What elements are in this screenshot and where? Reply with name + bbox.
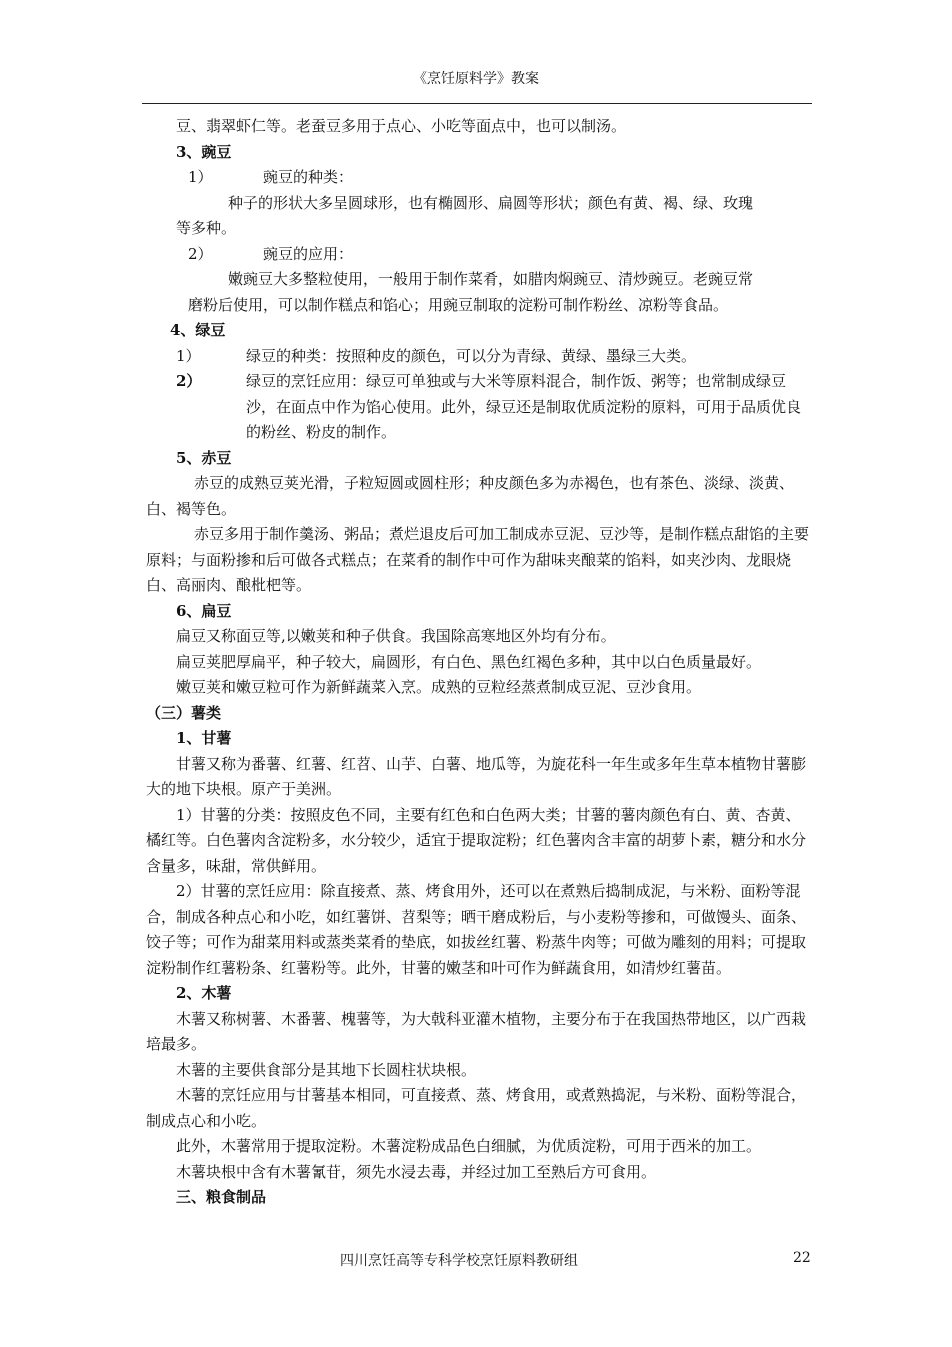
list-item (146, 369, 812, 446)
list-item (146, 242, 812, 268)
section-heading-sweet-potato: 1、甘薯 (176, 729, 232, 747)
list-item (146, 165, 812, 191)
paragraph: 2）甘薯的烹饪应用：除直接煮、蒸、烤食用外，还可以在煮熟后捣制成泥，与米粉、面粉等混合，制成各种点心和小吃，如红薯饼、苕梨等；晒干磨成粉后，与小麦粉等掺和，可做馒头、面条、饺子等；可作为甜菜用料或蒸类菜肴的垫底，如拔丝红薯、粉蒸牛肉等；可做为雕刻的用料；可提取淀粉制作红薯粉条、红薯粉等。此外，甘薯的嫩茎和叶可作为鲜蔬食用，如清炒红薯苗。 (146, 882, 807, 977)
footer-text: 四川烹饪高等专科学校烹饪原料教研组 (340, 1253, 578, 1269)
paragraph: 等多种。 (176, 219, 237, 237)
section-heading-tubers: （三）薯类 (146, 703, 222, 722)
paragraph: 扁豆荚肥厚扁平，种子较大，扁圆形，有白色、黑色红褐色多种，其中以白色质量最好。 (176, 652, 762, 671)
section-heading-mung-bean: 4、绿豆 (170, 321, 226, 339)
list-number: 2） (176, 372, 202, 390)
paragraph: 木薯又称树薯、木番薯、槐薯等，为大戟科亚灌木植物，主要分布于在我国热带地区，以广西栽培最多。 (146, 1009, 807, 1053)
list-text: 豌豆的应用： (263, 244, 354, 263)
page-number: 22 (793, 1250, 811, 1266)
paragraph: 赤豆的成熟豆荚光滑，子粒短圆或圆柱形；种皮颜色多为赤褐色，也有茶色、淡绿、淡黄、白、褐等色。 (146, 474, 795, 518)
list-item (146, 344, 812, 370)
section-heading-adzuki-bean: 5、赤豆 (176, 448, 232, 467)
paragraph: 磨粉后使用，可以制作糕点和馅心；用豌豆制取的淀粉可制作粉丝、凉粉等食品。 (188, 295, 729, 314)
paragraph: 木薯的烹饪应用与甘薯基本相同，可直接煮、蒸、烤食用，或煮熟捣泥，与米粉、面粉等混合，制成点心和小吃。 (146, 1086, 807, 1130)
section-heading-grain-products: 三、粮食制品 (176, 1188, 267, 1206)
paragraph: 木薯的主要供食部分是其地下长圆柱状块根。 (176, 1060, 477, 1079)
list-text: 豌豆的种类： (263, 168, 354, 186)
section-heading-pea: 3、豌豆 (176, 142, 232, 161)
paragraph: 1）甘薯的分类：按照皮色不同，主要有红色和白色两大类；甘薯的薯肉颜色有白、黄、杏黄、橘红等。白色薯肉含淀粉多，水分较少，适宜于提取淀粉；红色薯肉含丰富的胡萝卜素，糖分和水分含量多，味甜，常供鲜用。 (146, 805, 807, 875)
paragraph: 豆、翡翠虾仁等。老蚕豆多用于点心、小吃等面点中，也可以制汤。 (176, 117, 627, 135)
paragraph: 嫩豆荚和嫩豆粒可作为新鲜蔬菜入烹。成熟的豆粒经蒸煮制成豆泥、豆沙食用。 (176, 678, 702, 696)
section-heading-hyacinth-bean: 6、扁豆 (176, 601, 232, 620)
list-text: 绿豆的种类：按照种皮的颜色，可以分为青绿、黄绿、墨绿三大类。 (246, 346, 697, 365)
paragraph: 甘薯又称为番薯、红薯、红苕、山芋、白薯、地瓜等，为旋花科一年生或多年生草本植物甘薯膨大的地下块根。原产于美洲。 (146, 754, 807, 798)
list-text: 绿豆的烹饪应用：绿豆可单独或与大米等原料混合，制作饭、粥等；也常制成绿豆沙，在面点中作为馅心使用。此外，绿豆还是制取优质淀粉的原料，可用于品质优良的粉丝、粉皮的制作。 (246, 372, 802, 441)
paragraph: 赤豆多用于制作羹汤、粥品；煮烂退皮后可加工制成赤豆泥、豆沙等，是制作糕点甜馅的主要原料；与面粉掺和后可做各式糕点；在菜肴的制作中可作为甜味夹酿菜的馅料，如夹沙肉、龙眼烧白、高丽肉、酿枇杷等。 (146, 525, 810, 594)
paragraph: 此外，木薯常用于提取淀粉。木薯淀粉成品色白细腻，为优质淀粉，可用于西米的加工。 (176, 1137, 762, 1155)
list-number: 1） (188, 168, 213, 186)
document-body (146, 114, 812, 1211)
header-rule (142, 103, 812, 104)
paragraph: 扁豆又称面豆等,以嫩荚和种子供食。我国除高寒地区外均有分布。 (176, 627, 616, 645)
paragraph: 嫩豌豆大多整粒使用，一般用于制作菜肴，如腊肉焖豌豆、清炒豌豆。老豌豆常 (228, 270, 754, 288)
section-heading-cassava: 2、木薯 (176, 984, 232, 1002)
paragraph: 种子的形状大多呈圆球形，也有椭圆形、扁圆等形状；颜色有黄、褐、绿、玫瑰 (228, 193, 754, 212)
list-number: 1） (176, 346, 201, 365)
list-number: 2） (188, 244, 213, 263)
paragraph: 木薯块根中含有木薯氰苷，须先水浸去毒，并经过加工至熟后方可食用。 (176, 1162, 657, 1181)
page-header: 《烹饪原料学》教案 (413, 71, 539, 87)
